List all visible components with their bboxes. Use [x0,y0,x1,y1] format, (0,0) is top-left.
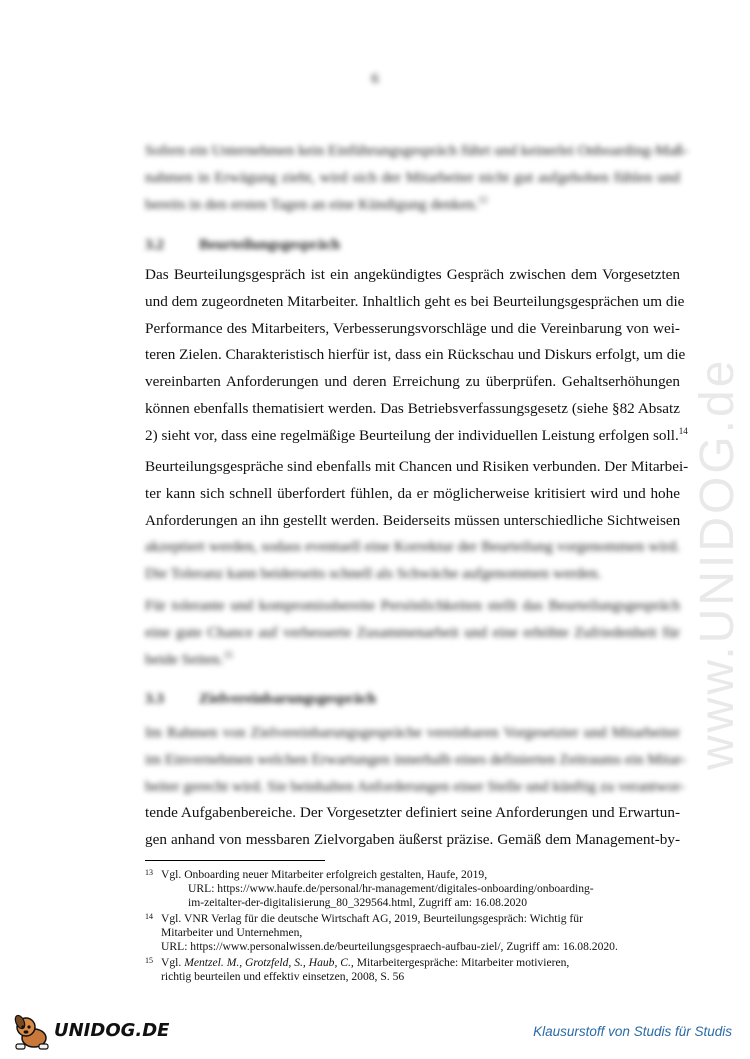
footnote-text: URL: https://www.personalwissen.de/beurteilungsgespraech-aufbau-ziel/, Zugriff am: 16.08.2020. [161,940,618,953]
footnote [145,912,705,954]
text-line: beide Seiten.$^{15}$ [145,649,233,668]
footnote-ref: 14 [678,425,688,436]
footnote-ref: 13 [478,194,488,205]
text-line: Die Toleranz kann beiderseits schnell als Schwäche aufgenommen werden. [145,565,602,583]
text-line: nahmen in Erwägung zieht, wird sich der Mitarbeiter nicht gut aufgehoben fühlen und [145,168,680,186]
text-line: beiter gerecht wird. Sie beinhalten Anforderungen einer Stelle und künftig zu verantwor- [145,777,685,795]
footnote-number: 14 [145,912,153,921]
paragraph [145,593,680,673]
section-number: 3.3 [145,690,164,707]
footnote-text: Vgl. [161,956,182,969]
intro-paragraph [145,138,689,218]
paragraph [145,454,689,588]
footnote-text: Vgl. Onboarding neuer Mitarbeiter erfolgreich gestalten, Haufe, 2019, [161,868,488,881]
footnote [145,868,705,910]
section-title: Zielvereinbarungsgespräch [199,690,376,707]
text-line: gen anhand von messbaren Zielvorgaben äußerst präzise. Gemäß dem Management-by- [145,831,680,849]
text-line: Das Beurteilungsgespräch ist ein angekündigtes Gespräch zwischen dem Vorgesetzten [145,266,680,283]
text-line: akzeptiert werden, sodass eventuell eine Korrektur der Beurteilung vorgenommen wird. [145,538,680,556]
text-line: vereinbarten Anforderungen und deren Erreichung zu überprüfen. Gehaltserhöhungen [145,373,680,391]
text-line: Beurteilungsgespräche sind ebenfalls mit Chancen und Risiken verbunden. Der Mitarbei- [145,458,689,475]
footnote-text: richtig beurteilen und effektiv einsetzen, 2008, S. 56 [161,970,405,983]
text-line: Sofern ein Unternehmen kein Einführungsgespräch führt und keinerlei Onboarding-Maß- [145,142,689,159]
text-line: 2) sieht vor, dass eine regelmäßige Beurteilung der individuellen Leistung erfolgen soll.$^{14}$ [145,425,688,444]
footnote-text: im-zeitalter-der-digitalisierung_80_329564.html, Zugriff am: 16.08.2020 [188,896,528,909]
text-line: Im Rahmen von Zielvereinbarungsgespräche vereinbaren Vorgesetzter und Mitarbeiter [145,724,680,741]
section-title: Beurteilungsgespräch [199,236,340,253]
dog-mascot-icon [12,1012,52,1052]
text-line: tende Aufgabenbereiche. Der Vorgesetzter definiert seine Anforderungen und Erwartun- [145,804,680,822]
text-line: im Einvernehmen welchen Erwartungen innerhalb eines definierten Zeitraums ein Mitar- [145,750,686,768]
footnote-number: 15 [145,956,153,965]
text-line: Anforderungen an ihn gestellt werden. Beiderseits müssen unterschiedliche Sichtweisen [145,511,681,529]
footnote-text: Mitarbeiter und Unternehmen, [161,926,303,939]
footnote [145,956,705,984]
footnote-text: Mitarbeitergespräche: Mitarbeiter motivieren, [356,956,570,969]
footnotes [145,868,705,986]
logo-text: UNIDOG.DE [54,1020,170,1041]
footnote-ref: 15 [223,649,233,660]
section-heading [145,236,340,254]
section-heading [145,690,376,708]
paragraph [145,262,688,450]
footnote-number: 13 [145,868,153,877]
footnote-text: URL: https://www.haufe.de/personal/hr-management/digitales-onboarding/onboarding- [188,882,594,895]
tagline: Klausurstoff von Studis für Studis [533,1024,732,1039]
text-line: können ebenfalls thematisiert werden. Das Betriebsverfassungsgesetz (siehe §82 Absatz [145,399,680,417]
text-line: eine gute Chance auf verbesserte Zusammenarbeit und eine erhöhte Zufriedenheit für [145,623,680,641]
watermark: www.UNIDOG.de [691,357,744,770]
footnote-text: Vgl. VNR Verlag für die deutsche Wirtschaft AG, 2019, Beurteilungsgespräch: Wichtig für [161,912,583,925]
page-number: 6 [371,71,379,87]
text-line: Für tolerante und kompromissbereite Persönlichkeiten stellt das Beurteilungsgespräch [145,597,680,614]
text-line: Performance des Mitarbeiters, Verbesserungsvorschläge und die Vereinbarung von wei- [145,319,680,337]
footnote-authors: Mentzel. M., Grotzfeld, S., Haub, C., [184,956,354,969]
unidog-logo[interactable] [12,1012,170,1052]
text-line: bereits in den ersten Tagen an eine Kündigung denken.$^{13}$ [145,194,488,213]
paragraph [145,720,686,854]
footnote-divider [145,860,325,861]
text-line: und dem zugeordneten Mitarbeiter. Inhaltlich geht es bei Beurteilungsgesprächen um die [145,292,685,310]
section-number: 3.2 [145,236,164,253]
text-line: ter kann sich schnell überfordert fühlen, da er möglicherweise kritisiert wird und hohe [145,484,680,502]
text-line: teren Zielen. Charakteristisch hierfür ist, dass ein Rückschau und Diskurs erfolgt, um die [145,346,686,364]
